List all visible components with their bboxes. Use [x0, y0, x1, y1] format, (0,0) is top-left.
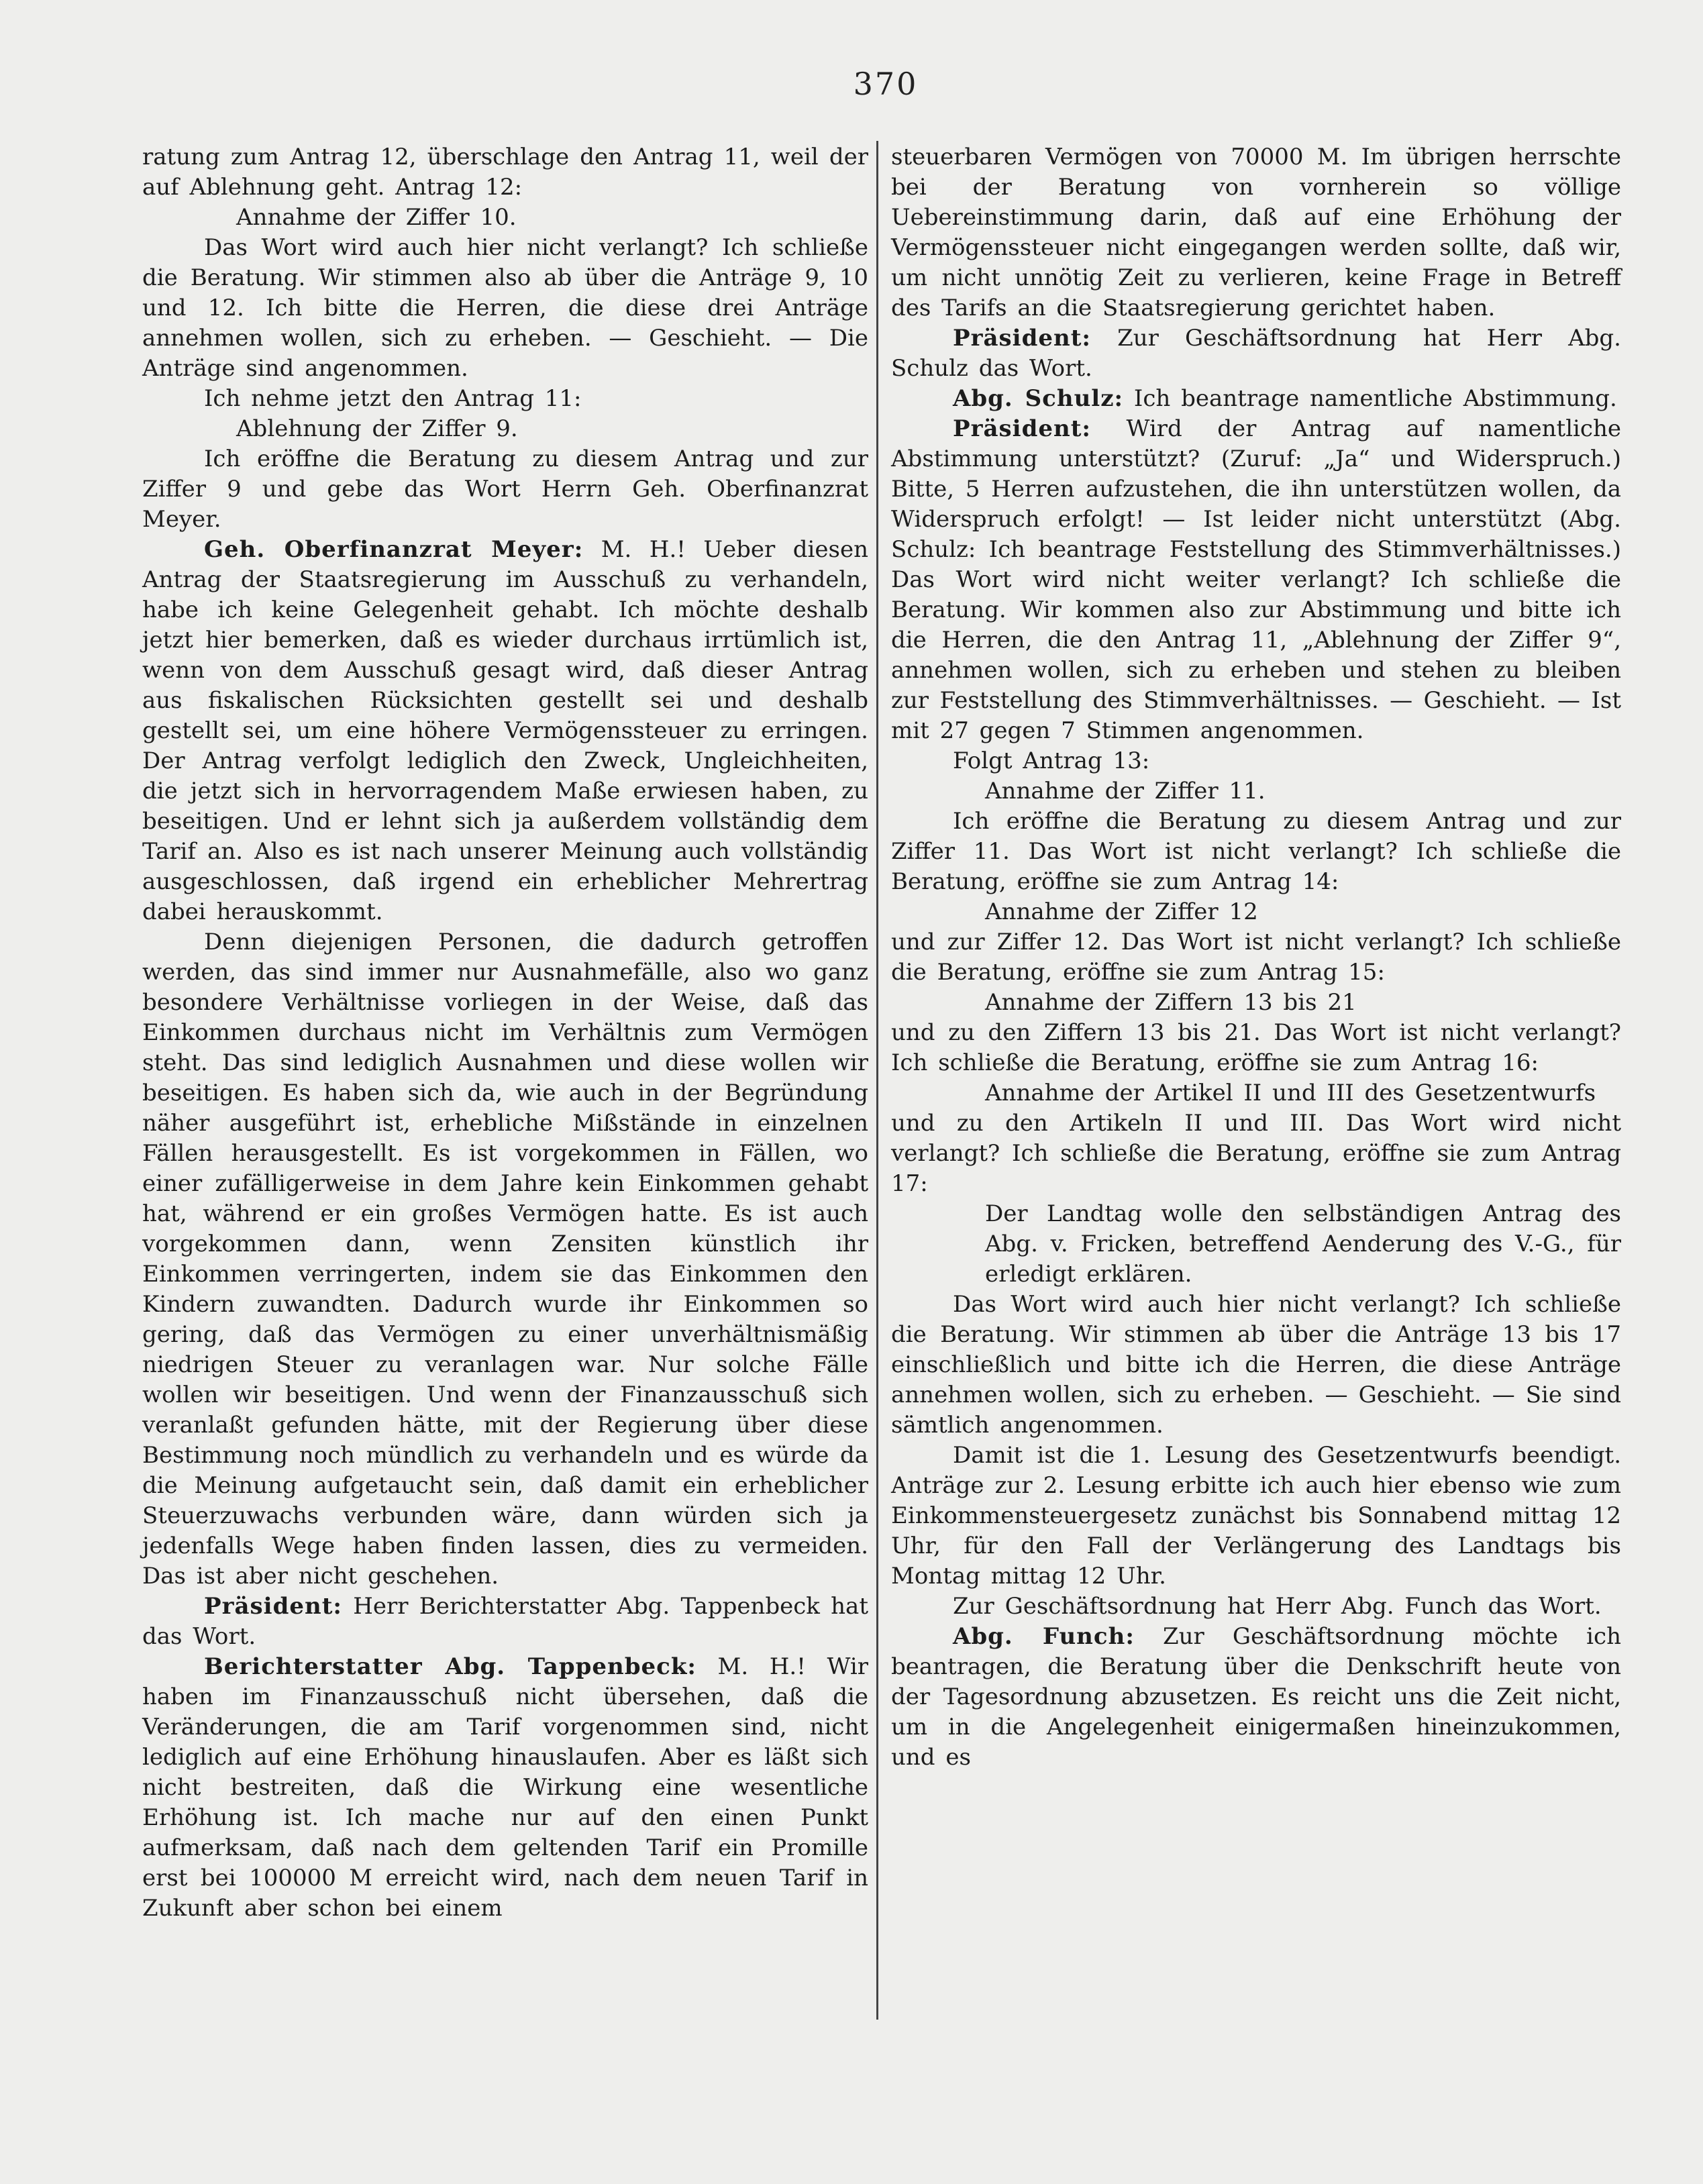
paragraph	[891, 1199, 1621, 1290]
paragraph	[891, 1078, 1621, 1108]
paragraph	[891, 1622, 1621, 1773]
paragraph	[891, 1592, 1621, 1622]
speaker-name: Abg. Funch:	[953, 1623, 1135, 1650]
speaker-name: Präsident:	[953, 325, 1091, 352]
paragraph-text: Annahme der Ziffer 11.	[985, 778, 1266, 804]
speaker-name: Geh. Oberfinanzrat Meyer:	[204, 536, 584, 563]
paragraph-text: M. H.! Wir haben im Finanzausschuß nicht übersehen, daß die Veränderungen, die am Tarif vorgenommen sind, nicht lediglich auf eine Erhöhung hinauslaufen. Aber es läßt sich nicht bestreiten, daß die Wirkung eine wesentliche Erhöhung ist. Ich mache nur auf den einen Punkt aufmerksam, daß nach dem geltenden Tarif ein Promille erst bei 100000 M erreicht wird, nach dem neuen Tarif in Zukunft aber schon bei einem	[142, 1653, 868, 1922]
paragraph	[142, 233, 868, 384]
left-column	[142, 142, 868, 1924]
paragraph-text: Der Landtag wolle den selbständigen Antrag des Abg. v. Fricken, betreffend Aenderung des V.-G., für erledigt erklären.	[985, 1200, 1621, 1288]
paragraph-text: Das Wort wird auch hier nicht verlangt? Ich schließe die Beratung. Wir stimmen also ab über die Anträge 9, 10 und 12. Ich bitte die Herren, die diese drei Anträge annehmen wollen, sich zu erheben. — Geschieht. — Die Anträge sind angenommen.	[142, 234, 868, 382]
paragraph-text: Ich nehme jetzt den Antrag 11:	[204, 385, 582, 412]
paragraph-text: Zur Geschäftsordnung hat Herr Abg. Funch das Wort.	[953, 1593, 1602, 1620]
paragraph	[142, 535, 868, 927]
right-column	[891, 142, 1621, 1773]
paragraph	[891, 746, 1621, 776]
paragraph-text: steuerbaren Vermögen von 70000 M. Im übrigen herrschte bei der Beratung von vornherein so völlige Uebereinstimmung darin, daß auf eine Erhöhung der Vermögenssteuer nicht eingegangen werden sollte, daß wir, um nicht unnötig Zeit zu verlieren, keine Frage in Betreff des Tarifs an die Staatsregierung gerichtet haben.	[891, 144, 1621, 321]
paragraph	[891, 384, 1621, 414]
paragraph	[142, 1652, 868, 1924]
paragraph	[891, 807, 1621, 897]
paragraph	[142, 414, 868, 444]
paragraph	[142, 142, 868, 203]
paragraph-text: Das Wort wird auch hier nicht verlangt? Ich schließe die Beratung. Wir stimmen ab über die Anträge 13 bis 17 einschließlich und bitte ich die Herren, die diese Anträge annehmen wollen, sich zu erheben. — Geschieht. — Sie sind sämtlich angenommen.	[891, 1291, 1621, 1439]
paragraph-text: Denn diejenigen Personen, die dadurch getroffen werden, das sind immer nur Ausnahmefälle, also wo ganz besondere Verhältnisse vorliegen in der Weise, daß das Einkommen durchaus nicht im Verhältnis zum Vermögen steht. Das sind lediglich Ausnahmen und diese wollen wir beseitigen. Es haben sich da, wie auch in der Begründung näher ausgeführt ist, erhebliche Mißstände in einzelnen Fällen herausgestellt. Es ist vorgekommen in Fällen, wo einer zufälligerweise in dem Jahre kein Einkommen gehabt hat, während er ein großes Vermögen hatte. Es ist auch vorgekommen dann, wenn Zensiten künstlich ihr Einkommen verringerten, indem sie das Einkommen den Kindern zuwandten. Dadurch wurde ihr Einkommen so gering, daß das Vermögen zu einer unverhältnismäßig niedrigen Steuer zu veranlagen war. Nur solche Fälle wollen wir beseitigen. Und wenn der Finanzausschuß sich veranlaßt gefunden hätte, mit der Regierung über diese Bestimmung noch mündlich zu verhandeln und es würde da die Meinung aufgetaucht sein, daß damit ein erheblicher Steuerzuwachs verbunden wäre, dann würden sich ja jedenfalls Wege haben finden lassen, dies zu vermeiden. Das ist aber nicht geschehen.	[142, 929, 868, 1590]
paragraph-text: und zu den Ziffern 13 bis 21. Das Wort ist nicht verlangt? Ich schließe die Beratung, eröffne sie zum Antrag 16:	[891, 1019, 1621, 1076]
paragraph-text: Damit ist die 1. Lesung des Gesetzentwurfs beendigt. Anträge zur 2. Lesung erbitte ich auch hier ebenso wie zum Einkommensteuergesetz zunächst bis Sonnabend mittag 12 Uhr, für den Fall der Verlängerung des Landtags bis Montag mittag 12 Uhr.	[891, 1442, 1621, 1590]
paragraph-text: Annahme der Artikel II und III des Gesetzentwurfs	[985, 1080, 1596, 1106]
paragraph	[891, 1441, 1621, 1592]
paragraph	[891, 927, 1621, 988]
paragraph	[891, 1290, 1621, 1441]
speaker-name: Berichterstatter Abg. Tappenbeck:	[204, 1653, 696, 1680]
paragraph-text: Ich beantrage namentliche Abstimmung.	[1133, 385, 1617, 412]
paragraph-text: Wird der Antrag auf namentliche Abstimmung unterstützt? (Zuruf: „Ja“ und Widerspruch.) Bitte, 5 Herren aufzustehen, die ihn unterstützen wollen, da Widerspruch erfolgt! — Ist leider nicht unterstützt (Abg. Schulz: Ich beantrage Feststellung des Stimmverhältnisses.) Das Wort wird nicht weiter verlangt? Ich schließe die Beratung. Wir kommen also zur Abstimmung und bitte ich die Herren, die den Antrag 11, „Ablehnung der Ziffer 9“, annehmen wollen, sich zu erheben und stehen zu bleiben zur Feststellung des Stimmverhältnisses. — Geschieht. — Ist mit 27 gegen 7 Stimmen angenommen.	[891, 415, 1621, 744]
paragraph	[142, 384, 868, 414]
paragraph	[142, 1592, 868, 1652]
column-divider	[876, 141, 878, 2020]
paragraph-text: Zur Geschäftsordnung hat Herr Abg. Schulz das Wort.	[891, 325, 1621, 382]
page-number: 370	[853, 66, 919, 102]
paragraph-text: und zur Ziffer 12. Das Wort ist nicht verlangt? Ich schließe die Beratung, eröffne sie zum Antrag 15:	[891, 929, 1621, 986]
paragraph	[142, 203, 868, 233]
paragraph	[891, 776, 1621, 807]
paragraph	[142, 927, 868, 1592]
paragraph-text: M. H.! Ueber diesen Antrag der Staatsregierung im Ausschuß zu verhandeln, habe ich keine Gelegenheit gehabt. Ich möchte deshalb jetzt hier bemerken, daß es wieder durchaus irrtümlich ist, wenn von dem Ausschuß gesagt wird, daß dieser Antrag aus fiskalischen Rücksichten gestellt sei und deshalb gestellt sei, um eine höhere Vermögenssteuer zu erringen. Der Antrag verfolgt lediglich den Zweck, Ungleichheiten, die jetzt sich in hervorragendem Maße erwiesen haben, zu beseitigen. Und er lehnt sich ja außerdem vollständig dem Tarif an. Also es ist nach unserer Meinung auch vollständig ausgeschlossen, daß irgend ein erheblicher Mehrertrag dabei herauskommt.	[142, 536, 869, 925]
paragraph-text: ratung zum Antrag 12, überschlage den Antrag 11, weil der auf Ablehnung geht. Antrag 12:	[142, 144, 868, 201]
paragraph-text: Folgt Antrag 13:	[953, 747, 1150, 774]
paragraph-text: Annahme der Ziffer 10.	[236, 204, 517, 231]
paragraph	[891, 1108, 1621, 1199]
paragraph-text: Zur Geschäftsordnung möchte ich beantragen, die Beratung über die Denkschrift heute von der Tagesordnung abzusetzen. Es reicht uns die Zeit nicht, um in die Angelegenheit einigermaßen hineinzukommen, und es	[891, 1623, 1621, 1771]
paragraph-text: Annahme der Ziffer 12	[985, 898, 1258, 925]
speaker-name: Abg. Schulz:	[953, 385, 1124, 412]
paragraph	[142, 444, 868, 535]
paragraph-text: und zu den Artikeln II und III. Das Wort wird nicht verlangt? Ich schließe die Beratung, eröffne sie zum Antrag 17:	[891, 1110, 1621, 1197]
paragraph-text: Annahme der Ziffern 13 bis 21	[985, 989, 1357, 1016]
paragraph	[891, 323, 1621, 384]
paragraph	[891, 414, 1621, 746]
paragraph	[891, 142, 1621, 323]
paragraph	[891, 1018, 1621, 1078]
paragraph-text: Ich eröffne die Beratung zu diesem Antrag und zur Ziffer 11. Das Wort ist nicht verlangt? Ich schließe die Beratung, eröffne sie zum Antrag 14:	[891, 808, 1621, 895]
speaker-name: Präsident:	[953, 415, 1091, 442]
paragraph-text: Ablehnung der Ziffer 9.	[236, 415, 518, 442]
paragraph-text: Ich eröffne die Beratung zu diesem Antrag und zur Ziffer 9 und gebe das Wort Herrn Geh. Oberfinanzrat Meyer.	[142, 446, 868, 533]
speaker-name: Präsident:	[204, 1593, 342, 1620]
paragraph-text: Herr Berichterstatter Abg. Tappenbeck hat das Wort.	[142, 1593, 868, 1650]
paragraph	[891, 988, 1621, 1018]
paragraph	[891, 897, 1621, 927]
